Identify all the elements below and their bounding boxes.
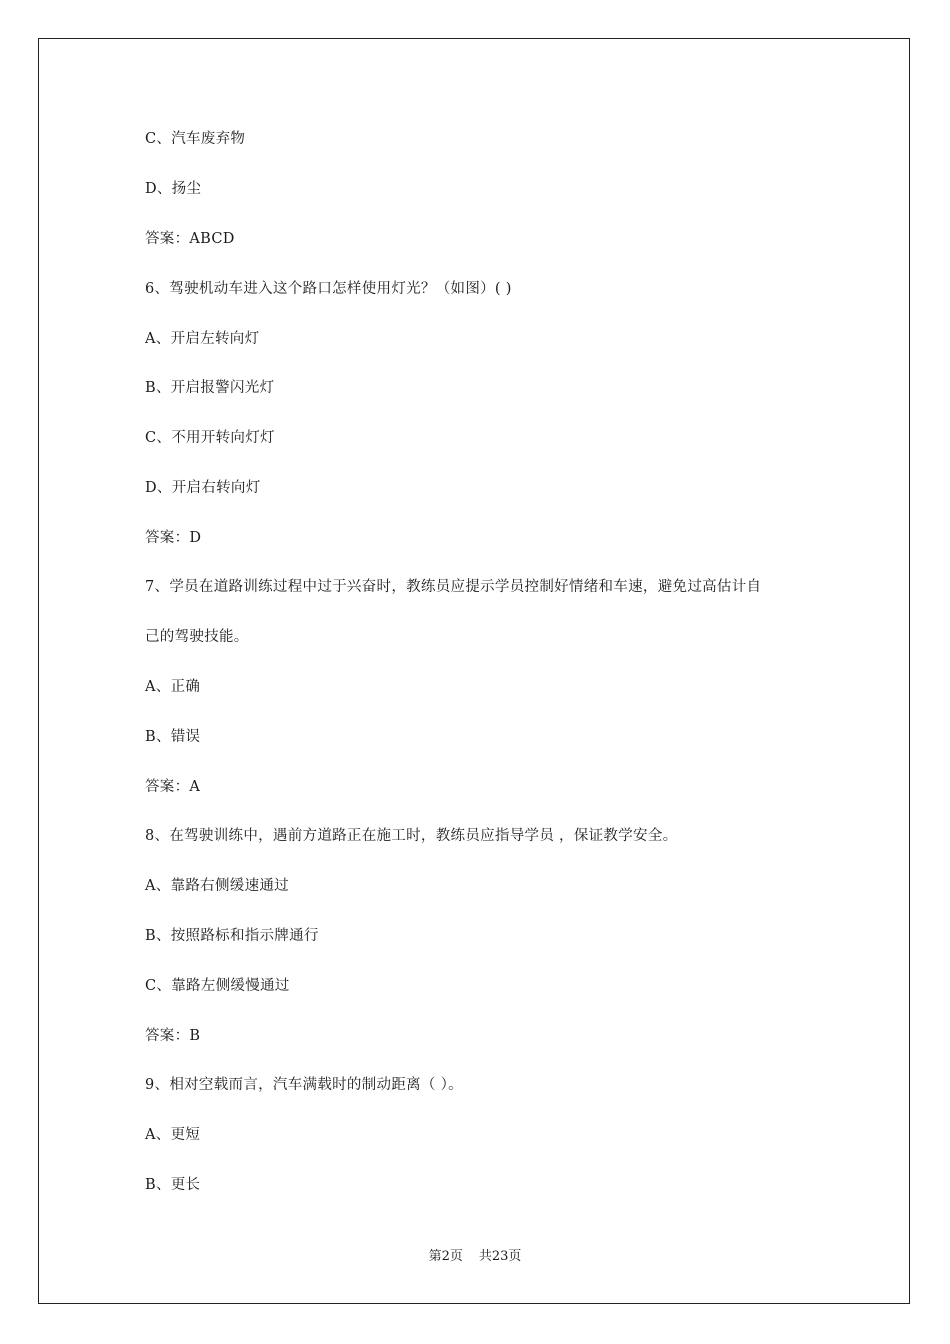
question-9: 9、相对空载而言，汽车满载时的制动距离（ ）。 bbox=[145, 1077, 463, 1093]
question-7: 7、学员在道路训练过程中过于兴奋时，教练员应提示学员控制好情绪和车速，避免过高估计自 bbox=[145, 579, 762, 595]
option-b: B、错误 bbox=[145, 729, 201, 745]
page-number: 第2页 bbox=[428, 1249, 463, 1264]
option-a: A、正确 bbox=[145, 679, 201, 695]
answer: 答案：A bbox=[145, 779, 201, 795]
question-8: 8、在驾驶训练中，遇前方道路正在施工时，教练员应指导学员 ，保证教学安全。 bbox=[145, 828, 678, 844]
option-b: B、更长 bbox=[145, 1177, 201, 1193]
option-c: C、靠路左侧缓慢通过 bbox=[145, 978, 290, 994]
page-footer bbox=[0, 1249, 950, 1265]
page-border bbox=[38, 38, 910, 1304]
option-c: C、汽车废弃物 bbox=[145, 131, 246, 147]
option-a: A、开启左转向灯 bbox=[145, 331, 260, 347]
answer: 答案：D bbox=[145, 530, 202, 546]
option-b: B、按照路标和指示牌通行 bbox=[145, 928, 319, 944]
option-a: A、更短 bbox=[145, 1127, 201, 1143]
question-7-continued: 己的驾驶技能。 bbox=[145, 629, 249, 645]
option-b: B、开启报警闪光灯 bbox=[145, 380, 275, 396]
total-pages: 共23页 bbox=[478, 1249, 522, 1264]
answer: 答案：B bbox=[145, 1028, 201, 1044]
option-d: D、开启右转向灯 bbox=[145, 480, 261, 496]
option-c: C、不用开转向灯灯 bbox=[145, 430, 275, 446]
option-a: A、靠路右侧缓速通过 bbox=[145, 878, 289, 894]
option-d: D、扬尘 bbox=[145, 181, 202, 197]
question-6: 6、驾驶机动车进入这个路口怎样使用灯光？（如图）( ) bbox=[145, 281, 512, 297]
answer: 答案：ABCD bbox=[145, 231, 235, 247]
